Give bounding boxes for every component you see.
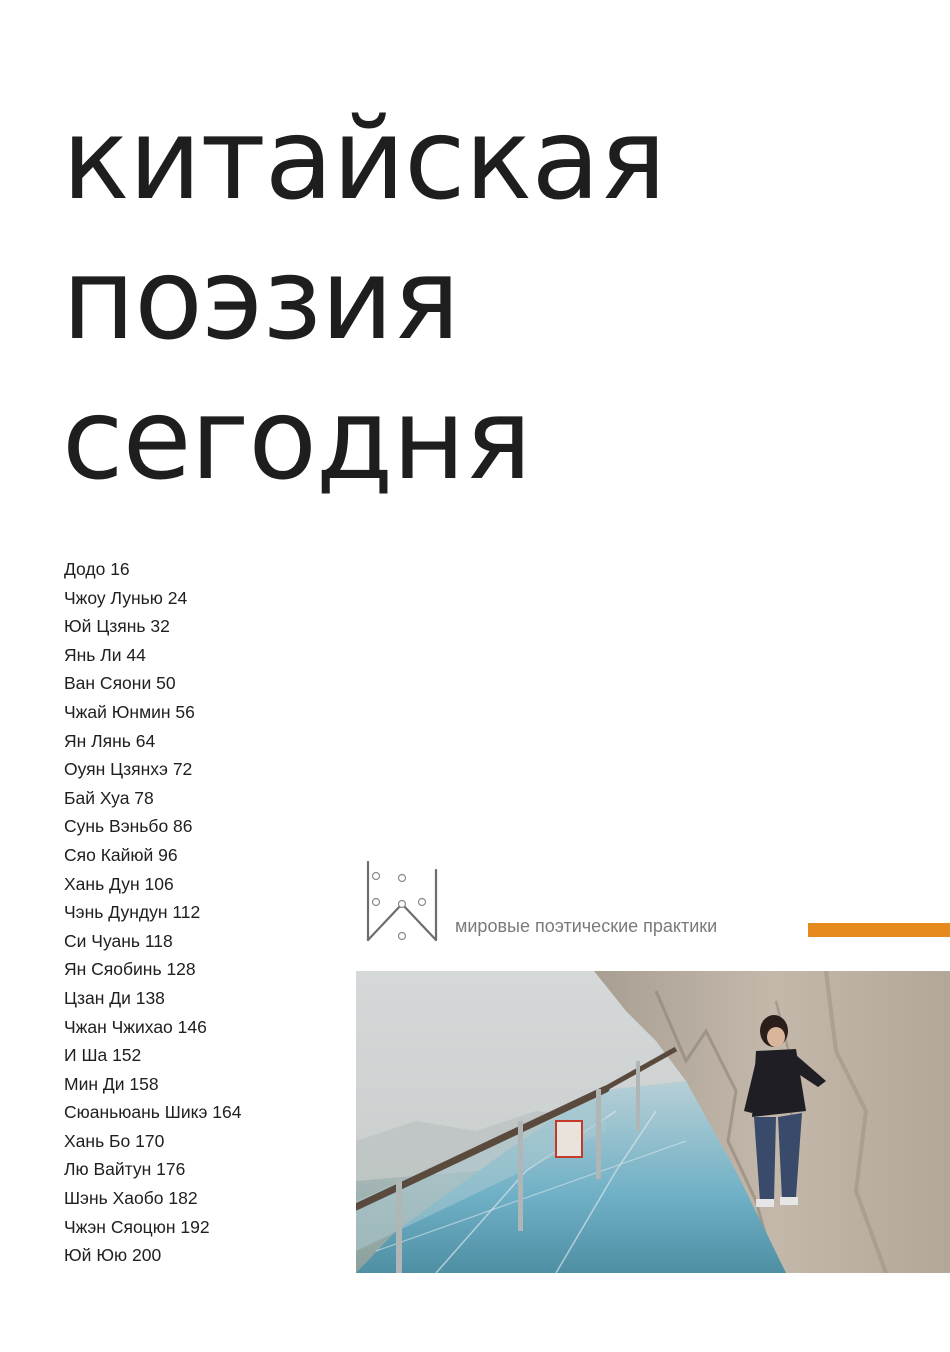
toc-item: Чжоу Лунью 24	[64, 587, 188, 608]
toc-item: Чжан Чжихао 146	[64, 1016, 207, 1037]
toc-item: Мин Ди 158	[64, 1073, 159, 1094]
title-line-1: китайская	[62, 95, 666, 225]
toc-item: Ван Сяони 50	[64, 673, 176, 694]
series-label: мировые поэтические практики	[455, 916, 718, 936]
w-logo-icon	[362, 856, 446, 946]
toc-item: Си Чуань 118	[64, 930, 173, 951]
toc-item: Ян Лянь 64	[64, 730, 156, 751]
toc-item: Хань Дун 106	[64, 873, 174, 894]
toc-item: Бай Хуа 78	[64, 787, 154, 808]
toc-item: Цзан Ди 138	[64, 987, 165, 1008]
toc-item: Додо 16	[64, 559, 130, 579]
toc-item: Ян Сяобинь 128	[64, 959, 196, 980]
toc-item: Лю Вайтун 176	[64, 1159, 186, 1180]
toc-item: Сюаньюань Шикэ 164	[64, 1102, 242, 1123]
title-line-2: поэзия	[62, 235, 459, 365]
title-line-3: сегодня	[62, 375, 531, 505]
toc-item: И Ша 152	[64, 1045, 142, 1066]
series-branding	[362, 856, 950, 946]
accent-bar	[808, 923, 950, 937]
toc-item: Юй Юю 200	[64, 1245, 162, 1266]
toc-item: Сунь Вэньбо 86	[64, 816, 193, 837]
cover-title	[62, 90, 665, 510]
toc-item: Шэнь Хаобо 182	[64, 1188, 198, 1209]
toc-item: Сяо Кайюй 96	[64, 844, 178, 865]
table-of-contents	[64, 555, 241, 1270]
toc-item: Чжай Юнмин 56	[64, 701, 195, 722]
toc-item: Янь Ли 44	[64, 644, 146, 665]
toc-item: Юй Цзянь 32	[64, 616, 170, 637]
toc-item: Чжэн Сяоцюн 192	[64, 1216, 210, 1237]
cover-photo	[356, 971, 950, 1273]
toc-item: Чэнь Дундун 112	[64, 902, 201, 923]
toc-item: Оуян Цзянхэ 72	[64, 759, 193, 780]
toc-item: Хань Бо 170	[64, 1130, 165, 1151]
